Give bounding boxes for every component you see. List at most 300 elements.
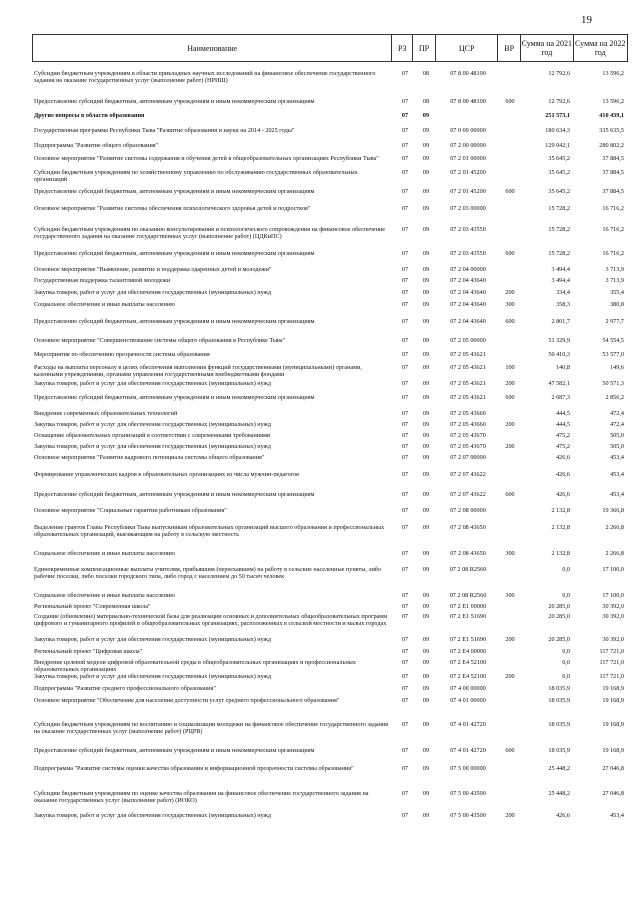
cell-csr: 07 2 01 45200 [450, 169, 486, 176]
cell-pr: 09 [422, 636, 430, 643]
cell-pr: 09 [422, 410, 430, 417]
cell-s2: 27 046,8 [602, 790, 624, 797]
cell-rz: 07 [401, 648, 409, 655]
cell-vr: 600 [505, 188, 515, 195]
cell-csr: 07 2 05 43621 [450, 351, 486, 358]
cell-name: Оснащение образовательных организаций в соответствии с современными требованиями [34, 432, 271, 439]
cell-name: Создание (обновление) материально-технической базы для реализации основных и дополнительных общеобразовательных программ цифрового и гуманитарного профилей в общеобразовательных организациях, расположенных в сельской местности и малых городах [34, 613, 388, 628]
cell-s2: 53 577,0 [602, 351, 624, 358]
cell-s1: 475,2 [556, 443, 570, 450]
cell-name: Закупка товаров, работ и услуг для обеспечения государственных (муниципальных) нужд [34, 421, 272, 428]
cell-s1: 2 801,7 [551, 318, 570, 325]
cell-pr: 09 [422, 301, 430, 308]
cell-csr: 07 2 07 43622 [450, 491, 486, 498]
cell-s2: 410 439,1 [599, 112, 624, 119]
cell-name: Закупка товаров, работ и услуг для обеспечения государственных (муниципальных) нужд [34, 443, 272, 450]
cell-csr: 07 8 00 48100 [450, 70, 486, 77]
cell-s1: 20 285,0 [548, 603, 570, 610]
cell-pr: 09 [422, 318, 430, 325]
cell-vr: 200 [505, 380, 515, 387]
cell-vr: 200 [505, 636, 515, 643]
cell-csr: 07 2 07 00000 [450, 454, 486, 461]
cell-csr: 07 2 04 43640 [450, 301, 486, 308]
cell-pr: 09 [422, 765, 430, 772]
cell-s2: 13 596,2 [602, 98, 624, 105]
cell-rz: 07 [401, 142, 409, 149]
cell-csr: 07 4 01 00000 [450, 697, 486, 704]
cell-s1: 20 285,0 [548, 636, 570, 643]
cell-s1: 2 687,3 [551, 394, 570, 401]
cell-s2: 37 884,5 [602, 169, 624, 176]
cell-rz: 07 [401, 380, 409, 387]
cell-name: Основное мероприятие "Социальные гарантии работникам образования" [34, 507, 227, 514]
cell-rz: 07 [401, 98, 409, 105]
cell-csr: 07 2 E1 00000 [449, 603, 487, 610]
cell-rz: 07 [401, 364, 409, 371]
cell-csr: 07 2 08 43650 [450, 550, 486, 557]
cell-vr: 200 [505, 443, 515, 450]
cell-s1: 25 448,2 [548, 765, 570, 772]
cell-rz: 07 [401, 289, 409, 296]
cell-rz: 07 [401, 507, 409, 514]
cell-rz: 07 [401, 432, 409, 439]
cell-rz: 07 [401, 491, 409, 498]
cell-name: Внедрение современных образовательных технологий [34, 410, 178, 417]
cell-pr: 09 [422, 747, 430, 754]
cell-rz: 07 [401, 266, 409, 273]
cell-s2: 2 856,2 [605, 394, 624, 401]
cell-pr: 09 [422, 337, 430, 344]
cell-name: Государственная поддержка талантливой молодежи [34, 277, 171, 284]
cell-name: Предоставление субсидий бюджетным, автономным учреждениям и иным некоммерческим организациям [34, 188, 315, 195]
cell-rz: 07 [401, 790, 409, 797]
cell-s1: 475,2 [556, 432, 570, 439]
cell-pr: 09 [422, 592, 430, 599]
cell-csr: 07 0 00 00000 [450, 127, 486, 134]
cell-name: Основное мероприятие "Совершенствование системы общего образования в Республике Тыва" [34, 337, 286, 344]
cell-csr: 07 4 01 42720 [450, 747, 486, 754]
cell-name: Субсидии бюджетным учреждениям по хозяйственному управлению по обслуживанию государственных образовательных организаций [34, 169, 358, 184]
cell-s1: 35 645,2 [548, 155, 570, 162]
cell-name: Субсидии бюджетным учреждениям по оценке качества образования на финансовое обеспечение государственного задания на оказание государственных услуг (выполнение работ) (ИОКО) [34, 790, 369, 805]
cell-s2: 17 100,0 [602, 592, 624, 599]
cell-rz: 07 [401, 188, 409, 195]
cell-s2: 37 884,5 [602, 188, 624, 195]
cell-pr: 09 [422, 812, 430, 819]
cell-pr: 09 [422, 659, 430, 666]
cell-name: Единовременные компенсационные выплаты учителям, прибывшим (переехавшим) на работу в сельские населенные пункты, либо рабочие поселки, либо поселки городского типа, либо город с населением до 50 тысяч человек [34, 566, 382, 581]
cell-s1: 2 132,8 [551, 550, 570, 557]
cell-name: Мероприятия по обеспечению прозрачности системы образования [34, 351, 210, 358]
cell-s2: 30 392,0 [602, 603, 624, 610]
cell-rz: 07 [401, 127, 409, 134]
cell-vr: 200 [505, 673, 515, 680]
cell-pr: 09 [422, 550, 430, 557]
cell-rz: 07 [401, 765, 409, 772]
cell-csr: 07 2 08 43650 [450, 524, 486, 531]
cell-s1: 0,0 [562, 592, 570, 599]
cell-s1: 426,6 [556, 454, 570, 461]
cell-s2: 472,4 [610, 421, 624, 428]
cell-vr: 600 [505, 747, 515, 754]
cell-csr: 07 2 03 00000 [450, 205, 486, 212]
cell-csr: 07 2 E1 51690 [449, 636, 487, 643]
cell-csr: 07 2 01 45200 [450, 188, 486, 195]
cell-pr: 09 [422, 507, 430, 514]
cell-rz: 07 [401, 454, 409, 461]
cell-s1: 0,0 [562, 566, 570, 573]
cell-csr: 07 2 01 00000 [450, 155, 486, 162]
cell-rz: 07 [401, 112, 409, 119]
cell-s2: 37 884,5 [602, 155, 624, 162]
cell-csr: 07 2 08 R2560 [449, 592, 487, 599]
header-rz: РЗ [392, 35, 413, 61]
cell-name: Основное мероприятие "Развитие кадрового потенциала системы общего образования" [34, 454, 265, 461]
cell-vr: 600 [505, 491, 515, 498]
cell-csr: 07 2 00 00000 [450, 142, 486, 149]
cell-name: Закупка товаров, работ и услуг для обеспечения государственных (муниципальных) нужд [34, 289, 272, 296]
cell-pr: 09 [422, 443, 430, 450]
cell-pr: 09 [422, 524, 430, 531]
cell-s1: 25 448,2 [548, 790, 570, 797]
cell-csr: 07 4 01 42720 [450, 721, 486, 728]
cell-pr: 09 [422, 432, 430, 439]
cell-pr: 09 [422, 648, 430, 655]
cell-rz: 07 [401, 394, 409, 401]
cell-name: Предоставление субсидий бюджетным, автономным учреждениям и иным некоммерческим организациям [34, 394, 315, 401]
cell-s2: 117 721,0 [599, 648, 624, 655]
cell-name: Субсидии бюджетным учреждениям по оказанию консультирования и психологического сопровождения на финансовое обеспечение государственного задания на оказание государственных услуг (выполнение работ) (ЦДКиПС) [34, 226, 386, 241]
cell-csr: 07 2 E4 00000 [449, 648, 487, 655]
cell-name: Субсидии бюджетным учреждениям по воспитанию и социализации молодежи на финансовое обеспечение государственного задания на оказание государственных услуг (выполнение работ) (РЦРВ) [34, 721, 389, 736]
cell-pr: 09 [422, 566, 430, 573]
cell-csr: 07 2 E4 52100 [449, 659, 487, 666]
cell-rz: 07 [401, 443, 409, 450]
cell-rz: 07 [401, 524, 409, 531]
cell-s2: 117 721,0 [599, 673, 624, 680]
cell-rz: 07 [401, 155, 409, 162]
cell-pr: 09 [422, 721, 430, 728]
cell-vr: 600 [505, 318, 515, 325]
cell-s2: 280 802,2 [599, 142, 624, 149]
cell-rz: 07 [401, 592, 409, 599]
cell-s2: 16 716,2 [602, 205, 624, 212]
cell-csr: 07 2 05 43660 [450, 421, 486, 428]
cell-s2: 453,4 [610, 812, 624, 819]
cell-rz: 07 [401, 250, 409, 257]
cell-rz: 07 [401, 659, 409, 666]
cell-s2: 117 721,0 [599, 659, 624, 666]
table-header [32, 34, 628, 62]
cell-pr: 09 [422, 603, 430, 610]
cell-rz: 07 [401, 747, 409, 754]
cell-csr: 07 2 08 00000 [450, 507, 486, 514]
cell-pr: 09 [422, 127, 430, 134]
cell-s1: 2 132,8 [551, 524, 570, 531]
cell-s2: 17 100,0 [602, 566, 624, 573]
cell-rz: 07 [401, 351, 409, 358]
cell-s1: 426,6 [556, 491, 570, 498]
cell-s1: 3 494,4 [551, 266, 570, 273]
cell-pr: 09 [422, 613, 430, 620]
cell-pr: 09 [422, 169, 430, 176]
cell-s1: 140,8 [556, 364, 570, 371]
cell-s1: 18 035,9 [548, 685, 570, 692]
cell-s1: 15 728,2 [548, 205, 570, 212]
cell-pr: 09 [422, 491, 430, 498]
cell-s1: 358,3 [556, 301, 570, 308]
cell-csr: 07 5 00 43500 [450, 812, 486, 819]
header-sum-2021: Сумма на 2021 год [521, 35, 573, 61]
cell-csr: 07 2 05 43621 [450, 364, 486, 371]
cell-name: Основное мероприятие "Обеспечение для населения доступности услуг среднего профессионального образования" [34, 697, 340, 704]
cell-vr: 100 [505, 364, 515, 371]
cell-pr: 08 [422, 98, 430, 105]
cell-name: Предоставление субсидий бюджетным, автономным учреждениям и иным некоммерческим организациям [34, 491, 315, 498]
cell-pr: 09 [422, 351, 430, 358]
cell-vr: 300 [505, 592, 515, 599]
cell-s1: 12 792,6 [548, 98, 570, 105]
cell-name: Формирование управленческих кадров в образовательных организациях из числа мужчин-педагогов [34, 471, 300, 478]
cell-s2: 505,0 [610, 443, 624, 450]
cell-name: Закупка товаров, работ и услуг для обеспечения государственных (муниципальных) нужд [34, 673, 272, 680]
cell-rz: 07 [401, 318, 409, 325]
cell-name: Предоставление субсидий бюджетным, автономным учреждениям и иным некоммерческим организациям [34, 98, 315, 105]
cell-s2: 3 713,9 [605, 277, 624, 284]
cell-s2: 2 977,7 [605, 318, 624, 325]
cell-pr: 09 [422, 226, 430, 233]
cell-csr: 07 2 05 43670 [450, 432, 486, 439]
cell-s1: 129 042,1 [545, 142, 570, 149]
cell-rz: 07 [401, 410, 409, 417]
cell-s2: 30 392,0 [602, 636, 624, 643]
cell-rz: 07 [401, 613, 409, 620]
cell-s2: 2 266,8 [605, 550, 624, 557]
cell-s2: 30 392,0 [602, 613, 624, 620]
cell-name: Закупка товаров, работ и услуг для обеспечения государственных (муниципальных) нужд [34, 636, 272, 643]
cell-name: Закупка товаров, работ и услуг для обеспечения государственных (муниципальных) нужд [34, 812, 272, 819]
header-sum-2022: Сумма на 2022 год [575, 39, 626, 57]
cell-s2: 13 596,2 [602, 70, 624, 77]
cell-name: Другие вопросы в области образования [34, 112, 145, 119]
cell-s1: 15 728,2 [548, 250, 570, 257]
cell-s1: 35 645,2 [548, 188, 570, 195]
cell-s2: 453,4 [610, 471, 624, 478]
cell-pr: 09 [422, 188, 430, 195]
cell-csr: 07 4 00 00000 [450, 685, 486, 692]
cell-pr: 09 [422, 454, 430, 461]
cell-s1: 0,0 [562, 648, 570, 655]
cell-name: Основное мероприятие "Выявление, развитие и поддержка одаренных детей и молодежи" [34, 266, 272, 273]
cell-s2: 453,4 [610, 454, 624, 461]
cell-pr: 09 [422, 155, 430, 162]
cell-name: Региональный проект "Современная школа" [34, 603, 151, 610]
cell-rz: 07 [401, 566, 409, 573]
cell-pr: 09 [422, 421, 430, 428]
cell-s2: 2 266,8 [605, 524, 624, 531]
cell-pr: 09 [422, 112, 430, 119]
cell-name: Подпрограмма "Развитие системы оценки качества образования и информационной прозрачности системы образования" [34, 765, 354, 772]
cell-s2: 16 716,2 [602, 226, 624, 233]
cell-csr: 07 8 00 48100 [450, 98, 486, 105]
cell-vr: 300 [505, 301, 515, 308]
cell-csr: 07 2 04 43640 [450, 289, 486, 296]
cell-s1: 426,6 [556, 812, 570, 819]
cell-s1: 0,0 [562, 659, 570, 666]
cell-pr: 09 [422, 250, 430, 257]
cell-csr: 07 2 E1 51690 [449, 613, 487, 620]
cell-rz: 07 [401, 636, 409, 643]
cell-pr: 09 [422, 380, 430, 387]
header-vr: ВР [498, 35, 521, 61]
cell-s2: 335 635,5 [599, 127, 624, 134]
cell-s1: 50 410,3 [548, 351, 570, 358]
cell-vr: 300 [505, 550, 515, 557]
cell-s2: 3 713,9 [605, 266, 624, 273]
cell-s2: 19 366,8 [602, 507, 624, 514]
cell-pr: 09 [422, 364, 430, 371]
cell-s1: 12 792,6 [548, 70, 570, 77]
cell-vr: 600 [505, 394, 515, 401]
cell-rz: 07 [401, 471, 409, 478]
cell-csr: 07 2 05 43660 [450, 410, 486, 417]
cell-rz: 07 [401, 721, 409, 728]
cell-s1: 15 728,2 [548, 226, 570, 233]
cell-csr: 07 5 00 43500 [450, 790, 486, 797]
cell-name: Субсидии бюджетным учреждениям в области прикладных научных исследований на финансовое обеспечение государственного задания на оказание государственных услуг (выполнение работ) (НРИШ) [34, 70, 376, 85]
cell-pr: 09 [422, 673, 430, 680]
cell-pr: 09 [422, 205, 430, 212]
cell-rz: 07 [401, 301, 409, 308]
cell-csr: 07 2 04 43640 [450, 318, 486, 325]
cell-name: Предоставление субсидий бюджетным, автономным учреждениям и иным некоммерческим организациям [34, 318, 315, 325]
cell-s2: 453,4 [610, 491, 624, 498]
cell-pr: 09 [422, 289, 430, 296]
cell-s2: 505,0 [610, 432, 624, 439]
cell-vr: 600 [505, 250, 515, 257]
cell-rz: 07 [401, 169, 409, 176]
cell-name: Основное мероприятие "Развитие системы содержания и обучения детей в общеобразовательных организациях Республики Тыва" [34, 155, 379, 162]
cell-s2: 54 554,5 [602, 337, 624, 344]
cell-name: Подпрограмма "Развитие среднего профессионального образования" [34, 685, 216, 692]
cell-s2: 355,4 [610, 289, 624, 296]
cell-name: Внедрение целевой модели цифровой образовательной среды в общеобразовательных организациях и профессиональных образовательных организациях [34, 659, 356, 674]
cell-name: Расходы на выплаты персоналу в целях обеспечения выполнения функций государственными (муниципальными) органами, казенными учреждениями, органами управления государственными внебюджетными фондами [34, 364, 362, 379]
cell-s1: 180 634,3 [545, 127, 570, 134]
cell-s1: 3 494,4 [551, 277, 570, 284]
cell-s1: 47 582,1 [548, 380, 570, 387]
cell-csr: 07 5 00 00000 [450, 765, 486, 772]
cell-csr: 07 2 03 43550 [450, 250, 486, 257]
cell-s1: 18 035,9 [548, 747, 570, 754]
cell-vr: 200 [505, 812, 515, 819]
cell-csr: 07 2 03 43550 [450, 226, 486, 233]
cell-s1: 18 035,9 [548, 721, 570, 728]
cell-pr: 09 [422, 394, 430, 401]
cell-rz: 07 [401, 277, 409, 284]
cell-s2: 19 168,9 [602, 685, 624, 692]
cell-rz: 07 [401, 226, 409, 233]
cell-csr: 07 2 05 43670 [450, 443, 486, 450]
cell-s2: 380,8 [610, 301, 624, 308]
cell-csr: 07 2 05 43621 [450, 380, 486, 387]
cell-s1: 35 645,2 [548, 169, 570, 176]
cell-s1: 334,4 [556, 289, 570, 296]
cell-s1: 18 035,9 [548, 697, 570, 704]
cell-pr: 09 [422, 142, 430, 149]
cell-rz: 07 [401, 205, 409, 212]
cell-rz: 07 [401, 550, 409, 557]
cell-s1: 444,5 [556, 421, 570, 428]
cell-vr: 600 [505, 98, 515, 105]
cell-s2: 19 168,9 [602, 747, 624, 754]
cell-s2: 16 716,2 [602, 250, 624, 257]
cell-s2: 27 046,8 [602, 765, 624, 772]
cell-s1: 0,0 [562, 673, 570, 680]
cell-rz: 07 [401, 337, 409, 344]
cell-csr: 07 2 08 R2560 [449, 566, 487, 573]
cell-rz: 07 [401, 421, 409, 428]
cell-s2: 472,4 [610, 410, 624, 417]
cell-s2: 19 168,9 [602, 721, 624, 728]
cell-pr: 09 [422, 697, 430, 704]
cell-csr: 07 2 04 43640 [450, 277, 486, 284]
cell-name: Выделение грантов Главы Республики Тыва выпускникам образовательных организаций высшего образования и профессиональных образовательных организаций, выезжающим на работу в сельскую местность [34, 524, 385, 539]
header-pr: ПР [413, 35, 436, 61]
cell-pr: 09 [422, 685, 430, 692]
cell-csr: 07 2 05 43621 [450, 394, 486, 401]
cell-name: Социальное обеспечение и иные выплаты населению [34, 301, 175, 308]
cell-name: Государственная программа Республики Тыва "Развитие образования и науки на 2014 - 2025 годы" [34, 127, 295, 134]
header-csr: ЦСР [436, 35, 498, 61]
cell-s1: 2 132,8 [551, 507, 570, 514]
cell-pr: 08 [422, 70, 430, 77]
cell-rz: 07 [401, 812, 409, 819]
cell-rz: 07 [401, 673, 409, 680]
cell-name: Предоставление субсидий бюджетным, автономным учреждениям и иным некоммерческим организациям [34, 250, 315, 257]
cell-pr: 09 [422, 790, 430, 797]
cell-vr: 200 [505, 421, 515, 428]
cell-name: Подпрограмма "Развитие общего образования" [34, 142, 159, 149]
cell-name: Основное мероприятие "Развитие системы обеспечения психологического здоровья детей и подростков" [34, 205, 311, 212]
cell-s1: 444,5 [556, 410, 570, 417]
cell-s1: 20 285,0 [548, 613, 570, 620]
cell-pr: 09 [422, 471, 430, 478]
cell-name: Предоставление субсидий бюджетным, автономным учреждениям и иным некоммерческим организациям [34, 747, 315, 754]
cell-csr: 07 2 E4 52100 [449, 673, 487, 680]
cell-name: Социальное обеспечение и иные выплаты населению [34, 550, 175, 557]
header-name: Наименование [33, 35, 392, 61]
cell-name: Социальное обеспечение и иные выплаты населению [34, 592, 175, 599]
cell-csr: 07 2 05 00000 [450, 337, 486, 344]
page-number: 19 [581, 14, 592, 26]
cell-pr: 09 [422, 277, 430, 284]
cell-s1: 426,6 [556, 471, 570, 478]
cell-csr: 07 2 04 00000 [450, 266, 486, 273]
cell-s2: 19 168,9 [602, 697, 624, 704]
cell-rz: 07 [401, 70, 409, 77]
cell-rz: 07 [401, 603, 409, 610]
cell-pr: 09 [422, 266, 430, 273]
cell-s1: 51 329,9 [548, 337, 570, 344]
cell-s2: 50 571,3 [602, 380, 624, 387]
cell-name: Закупка товаров, работ и услуг для обеспечения государственных (муниципальных) нужд [34, 380, 272, 387]
cell-csr: 07 2 07 43622 [450, 471, 486, 478]
cell-s2: 149,6 [610, 364, 624, 371]
cell-rz: 07 [401, 697, 409, 704]
cell-rz: 07 [401, 685, 409, 692]
cell-name: Региональный проект "Цифровая школа" [34, 648, 143, 655]
